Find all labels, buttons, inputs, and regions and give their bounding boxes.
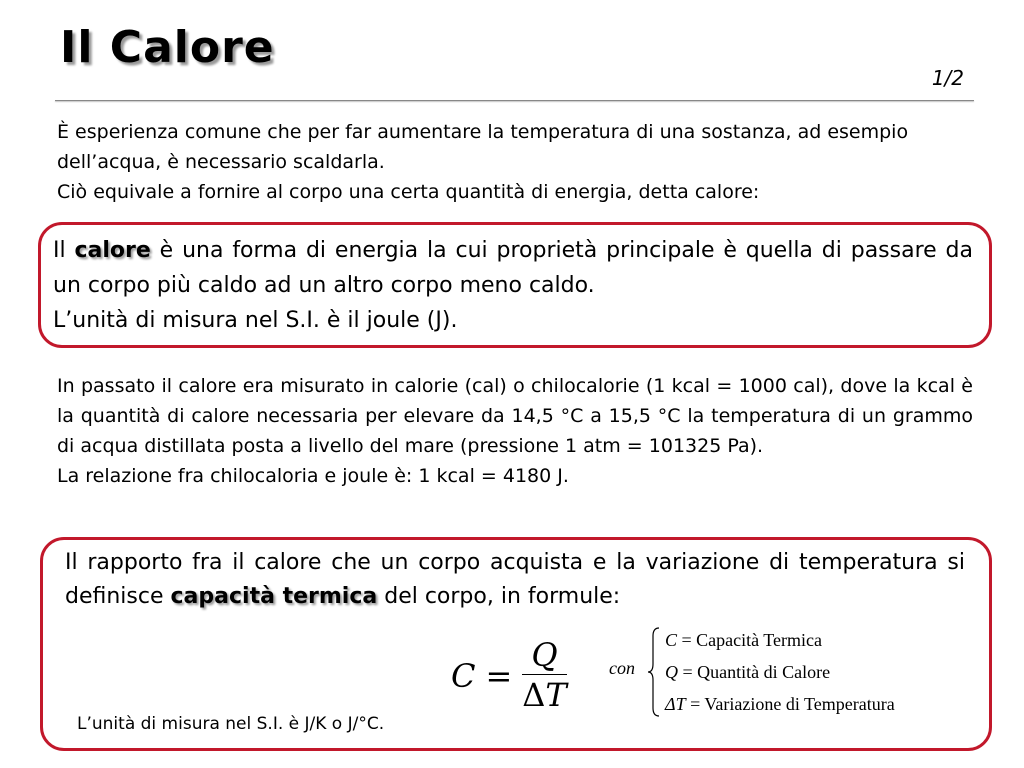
history-paragraph-1: In passato il calore era misurato in calorie (cal) o chilocalorie (1 kcal = 1000 cal), dove la kcal è la quantità di calore necessaria per elevare da 14,5 °C a 15,5 °C la temperatura di un grammo di acqua distillata posta a livello del mare (pressione 1 atm = 101325 Pa). — [57, 375, 973, 457]
term-capacita-termica: capacità termica — [170, 584, 378, 609]
slide-title: Il Calore — [60, 22, 275, 73]
page-number: 1/2 — [931, 66, 964, 90]
formula-numerator: Q — [531, 636, 558, 674]
curly-brace-icon — [647, 626, 661, 718]
intro-text — [57, 117, 973, 207]
capacity-formula — [451, 636, 567, 715]
title-divider — [55, 100, 974, 101]
formula-lhs: C — [451, 656, 476, 695]
def-eq-dt: = — [685, 694, 705, 714]
capacity-definition-text — [65, 546, 965, 614]
con-label: con — [609, 658, 635, 678]
capacity-text-after: del corpo, in formule: — [377, 584, 621, 609]
formula-fraction — [522, 636, 566, 715]
definition-row-dt — [665, 688, 895, 720]
definition-unit: L’unità di misura nel S.I. è il joule (J). — [53, 308, 458, 333]
formula-t: T — [545, 676, 567, 714]
definition-rest: è una forma di energia la cui proprietà principale è quella di passare da un corpo più caldo ad un altro corpo meno caldo. — [53, 238, 974, 298]
history-paragraph-2: La relazione fra chilocaloria e joule è: 1 kcal = 4180 J. — [57, 465, 569, 487]
intro-line-1: È esperienza comune che per far aumentare la temperatura di una sostanza, ad esempio dell’acqua, è necessario scaldarla. — [57, 121, 909, 173]
capacity-unit: L’unità di misura nel S.I. è J/K o J/°C. — [77, 714, 385, 734]
history-text — [57, 371, 973, 491]
def-meaning-q: Quantità di Calore — [697, 662, 831, 682]
formula-equals: = — [485, 656, 513, 695]
capacity-text-before: Il rapporto fra il calore che un corpo acquista e la variazione di temperatura si definisce — [65, 550, 965, 609]
definition-row-q — [665, 656, 895, 688]
def-eq-c: = — [677, 630, 697, 650]
symbol-definitions — [665, 624, 895, 720]
def-symbol-dt: ΔT — [665, 694, 686, 714]
definition-box — [38, 222, 992, 348]
def-meaning-dt: Variazione di Temperatura — [704, 694, 895, 714]
intro-line-2: Ciò equivale a fornire al corpo una certa quantità di energia, detta calore: — [57, 181, 760, 203]
definition-prefix: Il — [53, 238, 75, 263]
definition-text — [53, 233, 973, 303]
def-symbol-q: Q — [665, 662, 678, 682]
def-eq-q: = — [678, 662, 698, 682]
def-symbol-c: C — [665, 630, 678, 650]
capacity-box — [40, 537, 992, 751]
term-calore: calore — [74, 238, 151, 263]
definition-row-c — [665, 624, 895, 656]
def-meaning-c: Capacità Termica — [696, 630, 823, 650]
formula-delta: Δ — [522, 676, 546, 714]
formula-denominator — [522, 675, 566, 715]
